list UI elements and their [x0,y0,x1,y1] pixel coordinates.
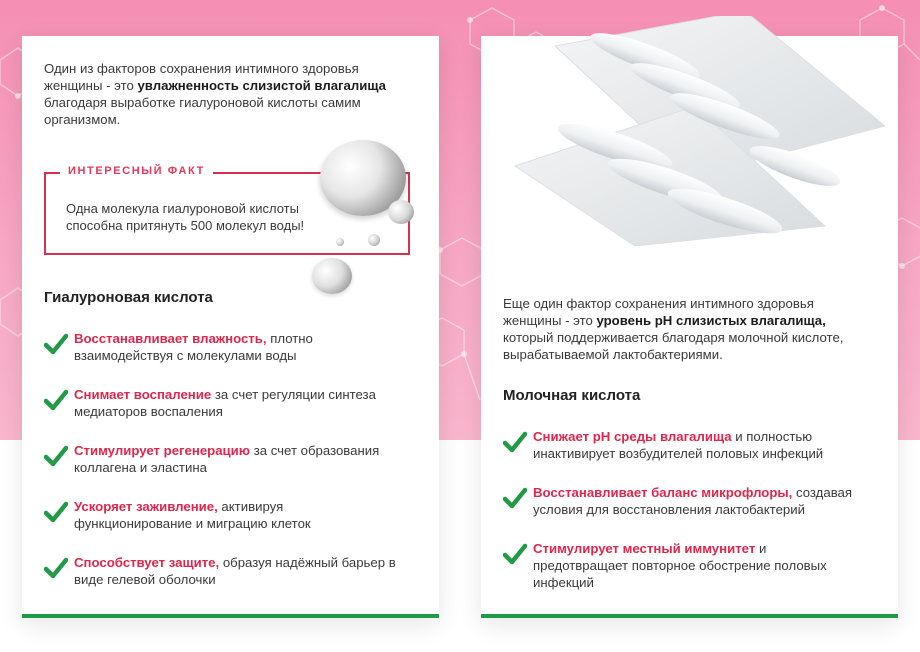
list-item [44,442,394,482]
list-item-text: Стимулирует местный иммунитет и предотвращает повторное обострение половых инфекций [533,541,827,590]
check-icon [44,333,68,355]
check-icon [503,431,527,453]
check-icon [44,445,68,467]
check-icon [44,389,68,411]
list-item [44,386,394,426]
hyaluronic-title: Гиалуроновая кислота [44,289,213,306]
list-item [503,428,853,468]
check-icon [44,501,68,523]
list-item [44,554,394,594]
list-item [44,498,394,538]
water-drop-tiny [368,234,380,246]
water-drop-medium [312,258,352,294]
list-item [44,330,394,370]
list-item [503,540,853,590]
water-drop-small [388,200,414,224]
list-item-text: Стимулирует регенерацию за счет образования коллагена и эластина [74,443,380,475]
left-intro: Один из факторов сохранения интимного здоровья женщины - это увлажненность слизистой влагалища благодаря выработке гиалуроновой кислоты самим организмом. [44,61,386,127]
check-icon [503,487,527,509]
right-intro: Еще один фактор сохранения интимного здоровья женщины - это уровень pH слизистых влагалища, который поддерживается благодаря молочной кислоте, вырабатываемой лактобактериями. [503,296,844,362]
list-item-text: Снимает воспаление за счет регуляции синтеза медиаторов воспаления [74,387,376,419]
water-drop-tiny [336,238,344,246]
list-item-text: Восстанавливает баланс микрофлоры, создавая условия для восстановления лактобактерий [533,485,853,517]
list-item-text: Способствует защите, образуя надёжный барьер в виде гелевой оболочки [74,555,396,587]
list-item-text: Снижает pH среды влагалища и полностью инактивирует возбудителей половых инфекций [533,429,824,461]
fact-text: Одна молекула гиалуроновой кислоты способна притянуть 500 молекул воды! [66,201,305,233]
lactic-card [481,36,898,618]
list-item-text: Ускоряет заживление, активируя функционирование и миграцию клеток [74,499,311,531]
check-icon [44,557,68,579]
list-item-text: Восстанавливает влажность, плотно взаимодействуя с молекулами воды [74,331,313,363]
lactic-title: Молочная кислота [503,387,641,404]
fact-title: ИНТЕРЕСНЫЙ ФАКТ [60,165,213,177]
suppository-pack-image [495,16,885,246]
check-icon [503,543,527,565]
hyaluronic-card [22,36,439,618]
list-item [503,484,853,524]
